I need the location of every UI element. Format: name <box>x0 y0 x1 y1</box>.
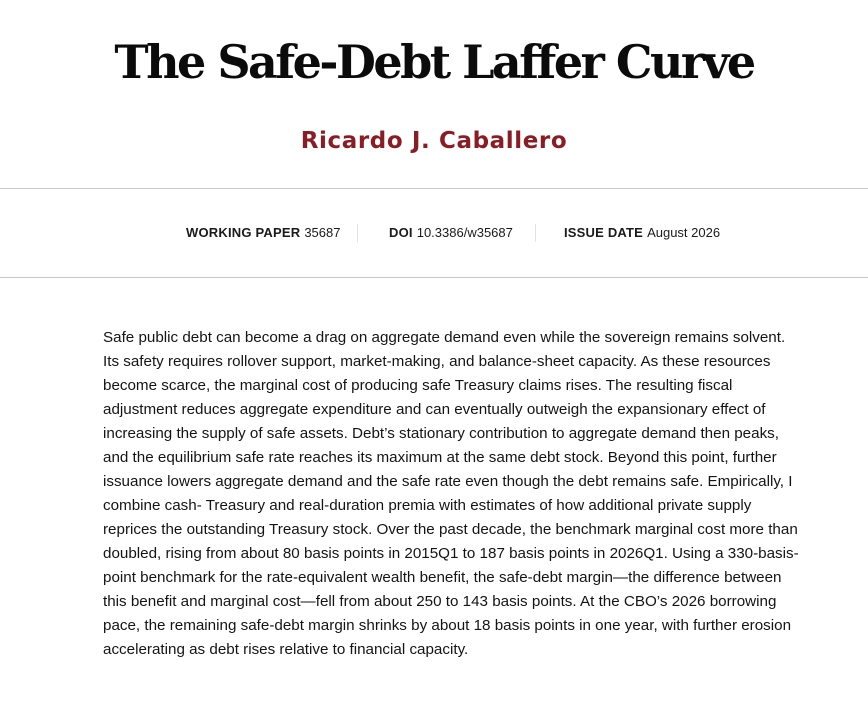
author-name[interactable]: Ricardo J. Caballero <box>300 128 568 154</box>
issue-date-value: August 2026 <box>647 225 721 240</box>
issue-date-label: ISSUE DATE <box>564 225 644 240</box>
abstract-text: Safe public debt can become a drag on aggregate demand even while the sovereign remains solvent. Its safety requires rollover support, market-making, and balance-sheet capacity. As these resources become scarce, the marginal cost of producing safe Treasury claims rises. The resulting fiscal adjustment reduces aggregate expenditure and can eventually outweigh the expansionary effect of increasing the supply of safe assets. Debt’s stationary contribution to aggregate demand then peaks, and the equilibrium safe rate reaches its maximum at the same debt stock. Beyond this point, further issuance lowers aggregate demand and the safe rate even though the debt remains safe. Empirically, I combine cash- Treasury and real-duration premia with estimates of how additional private supply reprices the outstanding Treasury stock. Over the past decade, the benchmark marginal cost more than doubled, rising from about 80 basis points in 2015Q1 to 187 basis points in 2026Q1. Using a 330-basis-point benchmark for the rate-equivalent wealth benefit, the safe-debt margin—the difference between this benefit and marginal cost—fell from about 250 to 143 basis points. At the CBO’s 2026 borrowing pace, the remaining safe-debt margin shrinks by about 18 basis points in one year, with further erosion accelerating as debt rises relative to financial capacity. <box>103 329 799 658</box>
metadata-separator <box>535 224 536 242</box>
paper-metadata-bar <box>0 222 868 244</box>
doi <box>389 222 513 244</box>
working-paper-number <box>186 222 340 244</box>
issue-date <box>564 222 720 244</box>
doi-value[interactable]: 10.3386/w35687 <box>416 225 513 240</box>
doi-label: DOI <box>389 225 413 240</box>
paper-title: The Safe-Debt Laffer Curve <box>114 35 754 89</box>
working-paper-label: WORKING PAPER <box>186 225 301 240</box>
working-paper-value: 35687 <box>304 225 341 240</box>
metadata-separator <box>357 224 358 242</box>
bottom-divider <box>0 277 868 278</box>
top-divider <box>0 188 868 189</box>
